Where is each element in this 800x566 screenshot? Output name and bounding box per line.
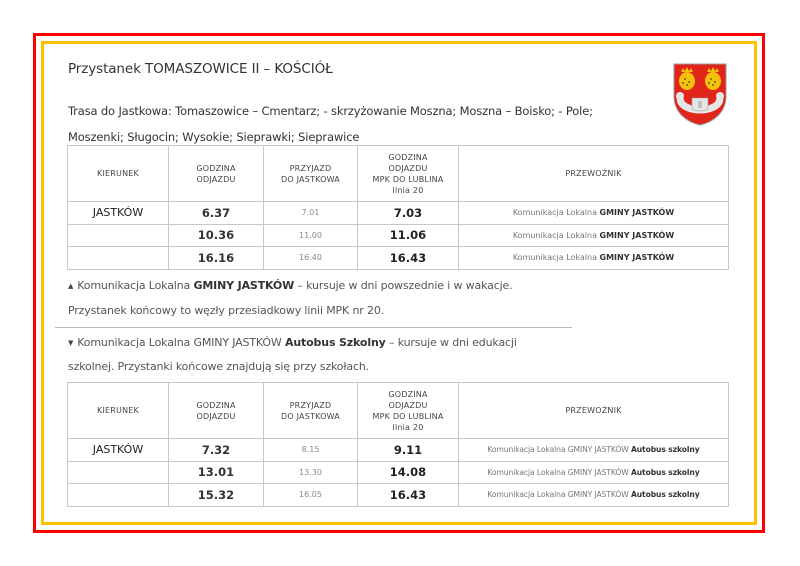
arrival-cell: 11.00 [264, 224, 358, 247]
note-school-terminals: szkolnej. Przystanki końcowe znajdują się przy szkołach. [68, 360, 370, 373]
carrier-cell: Komunikacja Lokalna GMINY JASTKÓW Autobus szkolny [459, 484, 729, 507]
arrival-cell: 8.15 [264, 439, 358, 462]
mpk-departure-cell: 16.43 [358, 484, 459, 507]
mpk-departure-cell: 16.43 [358, 247, 459, 270]
table-row [68, 461, 729, 484]
coat-of-arms-icon [672, 62, 728, 126]
carrier-cell: Komunikacja Lokalna GMINY JASTKÓW [459, 202, 729, 225]
arrival-cell: 7.01 [264, 202, 358, 225]
header-direction: KIERUNEK [68, 383, 169, 439]
header-mpk-departure: GODZINA ODJAZDU MPK DO LUBLINA llnia 20 [358, 146, 459, 202]
arrival-cell: 13.30 [264, 461, 358, 484]
table-row [68, 439, 729, 462]
departure-cell: 6.37 [169, 202, 264, 225]
table-row [68, 247, 729, 270]
carrier-cell: Komunikacja Lokalna GMINY JASTKÓW [459, 247, 729, 270]
direction-cell: JASTKÓW [68, 202, 169, 225]
carrier-cell: Komunikacja Lokalna GMINY JASTKÓW Autobus szkolny [459, 439, 729, 462]
direction-cell [68, 484, 169, 507]
header-carrier: PRZEWOŹNIK [459, 146, 729, 202]
route-line-1: Trasa do Jastkowa: Tomaszowice – Cmentarz; - skrzyżowanie Moszna; Moszna – Boisko; - Pole; [68, 104, 593, 118]
mpk-departure-cell: 14.08 [358, 461, 459, 484]
header-departure: GODZINA ODJAZDU [169, 146, 264, 202]
arrival-cell: 16.40 [264, 247, 358, 270]
table-header-row [68, 146, 729, 202]
table-row [68, 224, 729, 247]
carrier-cell: Komunikacja Lokalna GMINY JASTKÓW [459, 224, 729, 247]
table-row [68, 202, 729, 225]
direction-cell: JASTKÓW [68, 439, 169, 462]
timetable-regular [67, 145, 729, 270]
departure-cell: 13.01 [169, 461, 264, 484]
direction-cell [68, 247, 169, 270]
triangle-up-icon: ▲ [68, 282, 74, 290]
header-mpk-departure: GODZINA ODJAZDU MPK DO LUBLINA llnia 20 [358, 383, 459, 439]
section-divider [55, 327, 572, 328]
table-header-row [68, 383, 729, 439]
header-arrival: PRZYJAZD DO JASTKOWA [264, 383, 358, 439]
route-line-2: Moszenki; Sługocin; Wysokie; Sieprawki; Sieprawice [68, 130, 360, 144]
mpk-departure-cell: 11.06 [358, 224, 459, 247]
triangle-down-icon: ▼ [68, 339, 74, 347]
direction-cell [68, 224, 169, 247]
route-description [68, 98, 668, 150]
carrier-cell: Komunikacja Lokalna GMINY JASTKÓW Autobus szkolny [459, 461, 729, 484]
header-carrier: PRZEWOŹNIK [459, 383, 729, 439]
arrival-cell: 16.05 [264, 484, 358, 507]
departure-cell: 10.36 [169, 224, 264, 247]
header-direction: KIERUNEK [68, 146, 169, 202]
header-arrival: PRZYJAZD DO JASTKOWA [264, 146, 358, 202]
note-terminal-stop: Przystanek końcowy to węzły przesiadkowy linii MPK nr 20. [68, 304, 385, 317]
mpk-departure-cell: 9.11 [358, 439, 459, 462]
direction-cell [68, 461, 169, 484]
departure-cell: 15.32 [169, 484, 264, 507]
header-departure: GODZINA ODJAZDU [169, 383, 264, 439]
note-school-bus: ▼ Komunikacja Lokalna GMINY JASTKÓW Autobus Szkolny – kursuje w dni edukacji [68, 336, 517, 349]
page-title: Przystanek TOMASZOWICE II – KOŚCIÓŁ [68, 61, 333, 77]
timetable-school-bus [67, 382, 729, 507]
table-row [68, 484, 729, 507]
departure-cell: 16.16 [169, 247, 264, 270]
note-regular-service: ▲ Komunikacja Lokalna GMINY JASTKÓW – kursuje w dni powszednie i w wakacje. [68, 279, 513, 292]
departure-cell: 7.32 [169, 439, 264, 462]
mpk-departure-cell: 7.03 [358, 202, 459, 225]
